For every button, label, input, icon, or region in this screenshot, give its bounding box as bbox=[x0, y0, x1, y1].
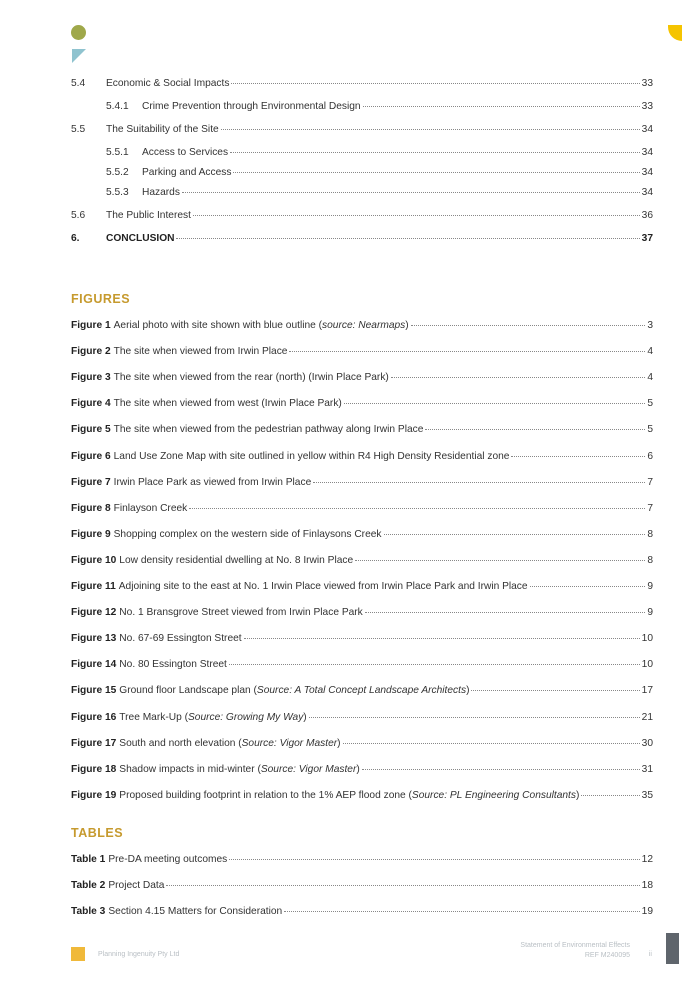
figure-leader-dots bbox=[411, 325, 646, 326]
table-entry[interactable] bbox=[71, 880, 653, 894]
figure-entry[interactable] bbox=[71, 607, 653, 621]
toc-entry-label: Access to Services bbox=[142, 147, 229, 158]
table-caption: Project Data bbox=[108, 880, 165, 891]
toc-entry-label: Hazards bbox=[142, 187, 180, 198]
toc-entry-page: 34 bbox=[641, 187, 653, 198]
figure-caption-close: ) bbox=[303, 711, 307, 723]
figure-number: Figure 12 bbox=[71, 607, 117, 619]
figure-caption-source: Source: Growing My Way bbox=[187, 711, 304, 723]
toc-entry[interactable] bbox=[71, 124, 653, 138]
figure-caption-text: Ground floor Landscape plan ( bbox=[119, 685, 257, 697]
figure-page: 5 bbox=[647, 398, 653, 410]
table-page: 19 bbox=[641, 906, 653, 917]
table-caption: Section 4.15 Matters for Consideration bbox=[108, 906, 283, 917]
figure-caption bbox=[114, 529, 382, 540]
figure-caption-text: Shadow impacts in mid-winter ( bbox=[119, 763, 261, 775]
figure-caption bbox=[119, 633, 241, 644]
tables-heading: TABLES bbox=[71, 826, 124, 840]
figure-caption-source: source: Nearmaps bbox=[322, 320, 406, 331]
figure-page: 21 bbox=[641, 711, 653, 723]
toc-entry-page: 33 bbox=[641, 78, 653, 89]
toc-leader-dots bbox=[182, 192, 640, 193]
figure-caption bbox=[114, 372, 389, 383]
figure-number: Figure 8 bbox=[71, 502, 111, 514]
table-leader-dots bbox=[229, 859, 639, 860]
figure-entry[interactable] bbox=[71, 685, 653, 699]
toc-leader-dots bbox=[233, 172, 639, 173]
figure-leader-dots bbox=[309, 717, 640, 718]
figure-caption-close: ) bbox=[356, 763, 360, 775]
figure-caption-text: Finlayson Creek bbox=[113, 502, 188, 514]
figure-caption-text: No. 1 Bransgrove Street viewed from Irwin Place Park bbox=[119, 607, 363, 619]
footer-company: Planning Ingenuity Pty Ltd bbox=[98, 951, 180, 958]
toc-entry[interactable] bbox=[106, 187, 653, 201]
figure-number: Figure 3 bbox=[71, 372, 111, 384]
table-leader-dots bbox=[166, 885, 639, 886]
toc-entry[interactable] bbox=[106, 147, 653, 161]
figure-caption bbox=[119, 581, 528, 592]
figure-page: 9 bbox=[647, 607, 653, 619]
figure-entry[interactable] bbox=[71, 659, 653, 673]
toc-entry-label: The Suitability of the Site bbox=[106, 124, 219, 135]
figure-caption-text: Shopping complex on the western side of Finlaysons Creek bbox=[113, 528, 382, 540]
figure-leader-dots bbox=[581, 795, 639, 796]
figure-leader-dots bbox=[343, 743, 640, 744]
figure-caption-text: The site when viewed from Irwin Place bbox=[113, 346, 288, 358]
toc-entry-number: 5.4.1 bbox=[106, 101, 129, 112]
figure-page: 35 bbox=[641, 789, 653, 801]
figure-entry[interactable] bbox=[71, 477, 653, 491]
table-leader-dots bbox=[284, 911, 639, 912]
figure-entry[interactable] bbox=[71, 451, 653, 465]
toc-entry-number: 5.5 bbox=[71, 124, 86, 135]
figure-number: Figure 17 bbox=[71, 737, 117, 749]
table-entry[interactable] bbox=[71, 906, 653, 920]
toc-leader-dots bbox=[176, 238, 639, 239]
figure-entry[interactable] bbox=[71, 398, 653, 412]
toc-entry-label: The Public Interest bbox=[106, 210, 191, 221]
footer-logo-icon bbox=[71, 947, 85, 961]
figure-number: Figure 16 bbox=[71, 711, 117, 723]
figure-entry[interactable] bbox=[71, 712, 653, 726]
figure-leader-dots bbox=[313, 482, 645, 483]
toc-leader-dots bbox=[363, 106, 640, 107]
figure-caption bbox=[114, 398, 342, 409]
figure-caption bbox=[119, 764, 359, 775]
figure-caption-close: ) bbox=[575, 789, 580, 801]
footer-side-bar bbox=[666, 933, 679, 964]
toc-entry-label: Parking and Access bbox=[142, 167, 232, 178]
figure-number: Figure 11 bbox=[71, 581, 116, 592]
toc-leader-dots bbox=[221, 129, 640, 130]
figure-number: Figure 7 bbox=[71, 476, 111, 488]
figure-caption bbox=[119, 790, 579, 801]
table-number: Table 2 bbox=[71, 880, 106, 891]
figure-page: 5 bbox=[647, 424, 653, 436]
figure-caption bbox=[119, 659, 227, 670]
figure-caption bbox=[114, 451, 510, 462]
toc-entry[interactable] bbox=[71, 210, 653, 224]
figure-caption bbox=[114, 477, 312, 488]
figure-caption-text: The site when viewed from the rear (north) (Irwin Place Park) bbox=[113, 372, 389, 384]
figure-caption-close: ) bbox=[466, 685, 470, 697]
table-number: Table 3 bbox=[71, 906, 106, 917]
figure-leader-dots bbox=[471, 690, 639, 691]
figure-leader-dots bbox=[365, 612, 646, 613]
figure-caption-source: Source: Vigor Master bbox=[260, 763, 357, 775]
figure-page: 8 bbox=[647, 528, 653, 540]
figure-entry[interactable] bbox=[71, 346, 653, 360]
toc-entry-label: CONCLUSION bbox=[106, 233, 175, 244]
footer-doc-info bbox=[520, 941, 630, 961]
toc-entry-number: 5.6 bbox=[71, 210, 86, 221]
toc-entry-page: 34 bbox=[641, 167, 653, 178]
footer-page-number: ii bbox=[648, 951, 652, 958]
toc-entry-page: 33 bbox=[641, 101, 653, 112]
toc-entry-page: 34 bbox=[641, 147, 653, 158]
figure-caption-text: Proposed building footprint in relation to the 1% AEP flood zone ( bbox=[119, 789, 412, 801]
figure-caption bbox=[114, 320, 409, 331]
figure-caption-text: Low density residential dwelling at No. 8 Irwin Place bbox=[119, 554, 354, 566]
figure-caption bbox=[119, 685, 469, 696]
figure-number: Figure 10 bbox=[71, 554, 117, 566]
figure-caption bbox=[119, 712, 306, 723]
figure-caption bbox=[114, 503, 188, 514]
figure-number: Figure 4 bbox=[71, 398, 111, 410]
figure-number: Figure 6 bbox=[71, 450, 111, 462]
figure-caption-close: ) bbox=[405, 320, 409, 331]
toc-entry[interactable] bbox=[71, 233, 653, 247]
figure-leader-dots bbox=[511, 456, 645, 457]
table-number: Table 1 bbox=[71, 854, 106, 865]
figure-page: 6 bbox=[647, 450, 653, 462]
figure-caption-text: Irwin Place Park as viewed from Irwin Place bbox=[113, 476, 312, 488]
figure-caption-text: Tree Mark-Up ( bbox=[119, 711, 188, 723]
figure-page: 3 bbox=[647, 320, 653, 331]
figure-entry[interactable] bbox=[71, 738, 653, 752]
figure-leader-dots bbox=[289, 351, 645, 352]
figure-leader-dots bbox=[425, 429, 645, 430]
toc-entry-page: 37 bbox=[641, 233, 653, 244]
toc-entry-number: 5.5.1 bbox=[106, 147, 129, 158]
toc-entry-page: 36 bbox=[641, 210, 653, 221]
figure-number: Figure 13 bbox=[71, 633, 117, 645]
figure-number: Figure 19 bbox=[71, 789, 117, 801]
figure-page: 10 bbox=[641, 633, 653, 645]
logo-circle-icon bbox=[71, 25, 86, 40]
figure-leader-dots bbox=[344, 403, 646, 404]
figure-caption-source: Source: A Total Concept Landscape Architects bbox=[256, 685, 467, 697]
toc-entry-number: 5.5.3 bbox=[106, 187, 129, 198]
figure-caption bbox=[114, 346, 288, 357]
figure-entry[interactable] bbox=[71, 790, 653, 804]
table-page: 18 bbox=[641, 880, 653, 891]
figure-page: 9 bbox=[647, 581, 653, 592]
figure-caption-text: No. 67-69 Essington Street bbox=[119, 633, 242, 645]
figure-leader-dots bbox=[362, 769, 640, 770]
figure-entry[interactable] bbox=[71, 503, 653, 517]
figure-page: 8 bbox=[647, 554, 653, 566]
figure-entry[interactable] bbox=[71, 424, 653, 438]
figure-page: 10 bbox=[641, 659, 653, 671]
toc-leader-dots bbox=[231, 83, 639, 84]
footer-ref: REF M240095 bbox=[584, 952, 630, 959]
toc-entry[interactable] bbox=[106, 167, 653, 181]
figure-page: 4 bbox=[647, 372, 653, 384]
figure-leader-dots bbox=[391, 377, 646, 378]
figure-page: 31 bbox=[641, 763, 653, 775]
figure-number: Figure 9 bbox=[71, 528, 111, 540]
logo-triangle-icon bbox=[72, 49, 86, 63]
figure-page: 7 bbox=[647, 476, 653, 488]
figure-caption bbox=[119, 607, 362, 618]
figure-entry[interactable] bbox=[71, 555, 653, 569]
figure-page: 30 bbox=[641, 737, 653, 749]
figure-leader-dots bbox=[384, 534, 646, 535]
figures-heading: FIGURES bbox=[71, 292, 131, 306]
figure-number: Figure 1 bbox=[71, 320, 111, 331]
toc-leader-dots bbox=[193, 215, 640, 216]
toc-entry-page: 34 bbox=[641, 124, 653, 135]
figure-caption bbox=[119, 738, 340, 749]
corner-accent-icon bbox=[668, 25, 682, 41]
figure-caption-text: The site when viewed from the pedestrian pathway along Irwin Place bbox=[113, 424, 424, 436]
figure-caption bbox=[119, 555, 353, 566]
figure-number: Figure 18 bbox=[71, 763, 117, 775]
figure-caption-source: Source: PL Engineering Consultants bbox=[411, 789, 576, 801]
figure-entry[interactable] bbox=[71, 633, 653, 647]
figure-page: 7 bbox=[647, 502, 653, 514]
figure-number: Figure 15 bbox=[71, 685, 117, 697]
toc-entry[interactable] bbox=[71, 78, 653, 92]
toc-entry-label: Crime Prevention through Environmental Design bbox=[142, 101, 361, 112]
figure-entry[interactable] bbox=[71, 372, 653, 386]
figure-caption-text: The site when viewed from west (Irwin Place Park) bbox=[113, 398, 342, 410]
toc-entry-label: Economic & Social Impacts bbox=[106, 78, 230, 89]
figure-caption-text: No. 80 Essington Street bbox=[119, 659, 227, 671]
figure-page: 17 bbox=[641, 685, 653, 697]
figure-number: Figure 14 bbox=[71, 659, 117, 671]
figure-caption bbox=[114, 424, 424, 435]
table-page: 12 bbox=[641, 854, 653, 865]
figure-entry[interactable] bbox=[71, 320, 653, 334]
figure-entry[interactable] bbox=[71, 581, 653, 595]
figure-caption-close: ) bbox=[337, 737, 341, 749]
figure-caption-text: Aerial photo with site shown with blue outline ( bbox=[113, 320, 323, 331]
toc-entry-number: 6. bbox=[71, 233, 80, 244]
figure-entry[interactable] bbox=[71, 529, 653, 543]
figure-leader-dots bbox=[355, 560, 645, 561]
footer-doc-title: Statement of Environmental Effects bbox=[520, 942, 630, 949]
figure-leader-dots bbox=[229, 664, 640, 665]
figure-caption-text: Land Use Zone Map with site outlined in yellow within R4 High Density Residential zone bbox=[113, 450, 510, 462]
figure-number: Figure 5 bbox=[71, 424, 111, 436]
figure-caption-text: South and north elevation ( bbox=[119, 737, 242, 749]
figure-leader-dots bbox=[530, 586, 646, 587]
figure-page: 4 bbox=[647, 346, 653, 358]
table-caption: Pre-DA meeting outcomes bbox=[108, 854, 228, 865]
figure-caption-text: Adjoining site to the east at No. 1 Irwin Place viewed from Irwin Place Park and Irwin Place bbox=[118, 581, 528, 592]
toc-entry-number: 5.4 bbox=[71, 78, 86, 89]
figure-caption-source: Source: Vigor Master bbox=[241, 737, 338, 749]
figure-entry[interactable] bbox=[71, 764, 653, 778]
figure-leader-dots bbox=[244, 638, 640, 639]
toc-entry[interactable] bbox=[106, 101, 653, 115]
figure-number: Figure 2 bbox=[71, 346, 111, 358]
toc-entry-number: 5.5.2 bbox=[106, 167, 129, 178]
figure-leader-dots bbox=[189, 508, 645, 509]
toc-leader-dots bbox=[230, 152, 640, 153]
table-entry[interactable] bbox=[71, 854, 653, 868]
